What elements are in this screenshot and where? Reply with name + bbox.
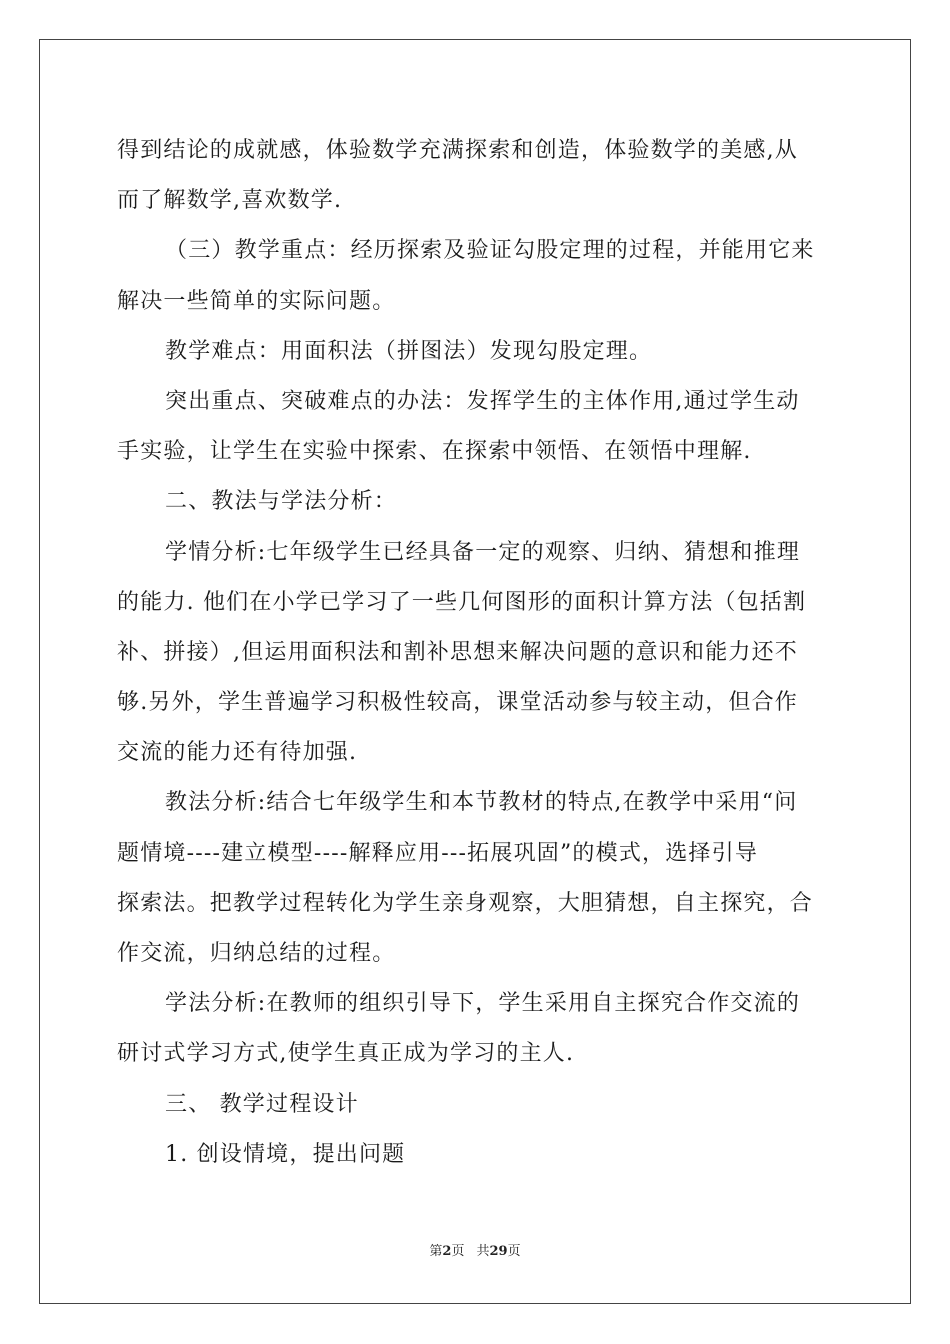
paragraph-line: 的能力. 他们在小学已学习了一些几何图形的面积计算方法（包括割 bbox=[117, 589, 807, 615]
section-heading-methods: 二、教法与学法分析： bbox=[165, 489, 398, 515]
paragraph-line: 够.另外，学生普遍学习积极性较高，课堂活动参与较主动，但合作 bbox=[117, 690, 798, 716]
learning-method-paragraph: 学法分析:在教师的组织引导下，学生采用自主探究合作交流的 bbox=[165, 991, 801, 1017]
section-heading-process: 三、 教学过程设计 bbox=[165, 1091, 359, 1117]
paragraph-line: 手实验，让学生在实验中探索、在探索中领悟、在领悟中理解. bbox=[117, 439, 752, 465]
total-prefix: 共 bbox=[476, 1244, 490, 1259]
total-pages: 29 bbox=[489, 1244, 508, 1259]
page-suffix: 页 bbox=[451, 1244, 465, 1259]
paragraph-line: 题情境----建立模型----解释应用---拓展巩固”的模式，选择引导 bbox=[117, 840, 759, 866]
paragraph-line: 得到结论的成就感，体验数学充满探索和创造，体验数学的美感,从 bbox=[117, 138, 798, 163]
paragraph-line: 补、拼接）,但运用面积法和割补思想来解决问题的意识和能力还不 bbox=[117, 639, 798, 665]
document-body bbox=[117, 126, 837, 1180]
student-analysis-paragraph: 学情分析:七年级学生已经具备一定的观察、归纳、猜想和推理 bbox=[165, 539, 801, 565]
page-footer bbox=[0, 1240, 950, 1259]
subsection-heading: 1. 创设情境，提出问题 bbox=[165, 1141, 406, 1167]
page-number: 2 bbox=[442, 1244, 452, 1259]
paragraph-line: 解决一些简单的实际问题。 bbox=[117, 288, 396, 314]
difficulty-paragraph: 教学难点：用面积法（拼图法）发现勾股定理。 bbox=[165, 338, 653, 364]
paragraph-line: 作交流，归纳总结的过程。 bbox=[117, 941, 396, 966]
page-prefix: 第 bbox=[429, 1244, 443, 1259]
key-points-heading: （三）教学重点：经历探索及验证勾股定理的过程，并能用它来 bbox=[165, 238, 815, 264]
approach-paragraph: 突出重点、突破难点的办法：发挥学生的主体作用,通过学生动 bbox=[165, 388, 800, 414]
paragraph-line: 探索法。把教学过程转化为学生亲身观察，大胆猜想，自主探究，合 bbox=[117, 890, 814, 916]
teaching-method-paragraph: 教法分析:结合七年级学生和本节教材的特点,在教学中采用“问 bbox=[165, 790, 798, 816]
paragraph-line: 交流的能力还有待加强. bbox=[117, 740, 358, 766]
paragraph-line: 而了解数学,喜欢数学. bbox=[117, 188, 343, 214]
paragraph-line: 研讨式学习方式,使学生真正成为学习的主人. bbox=[117, 1041, 575, 1067]
total-suffix: 页 bbox=[507, 1244, 521, 1259]
